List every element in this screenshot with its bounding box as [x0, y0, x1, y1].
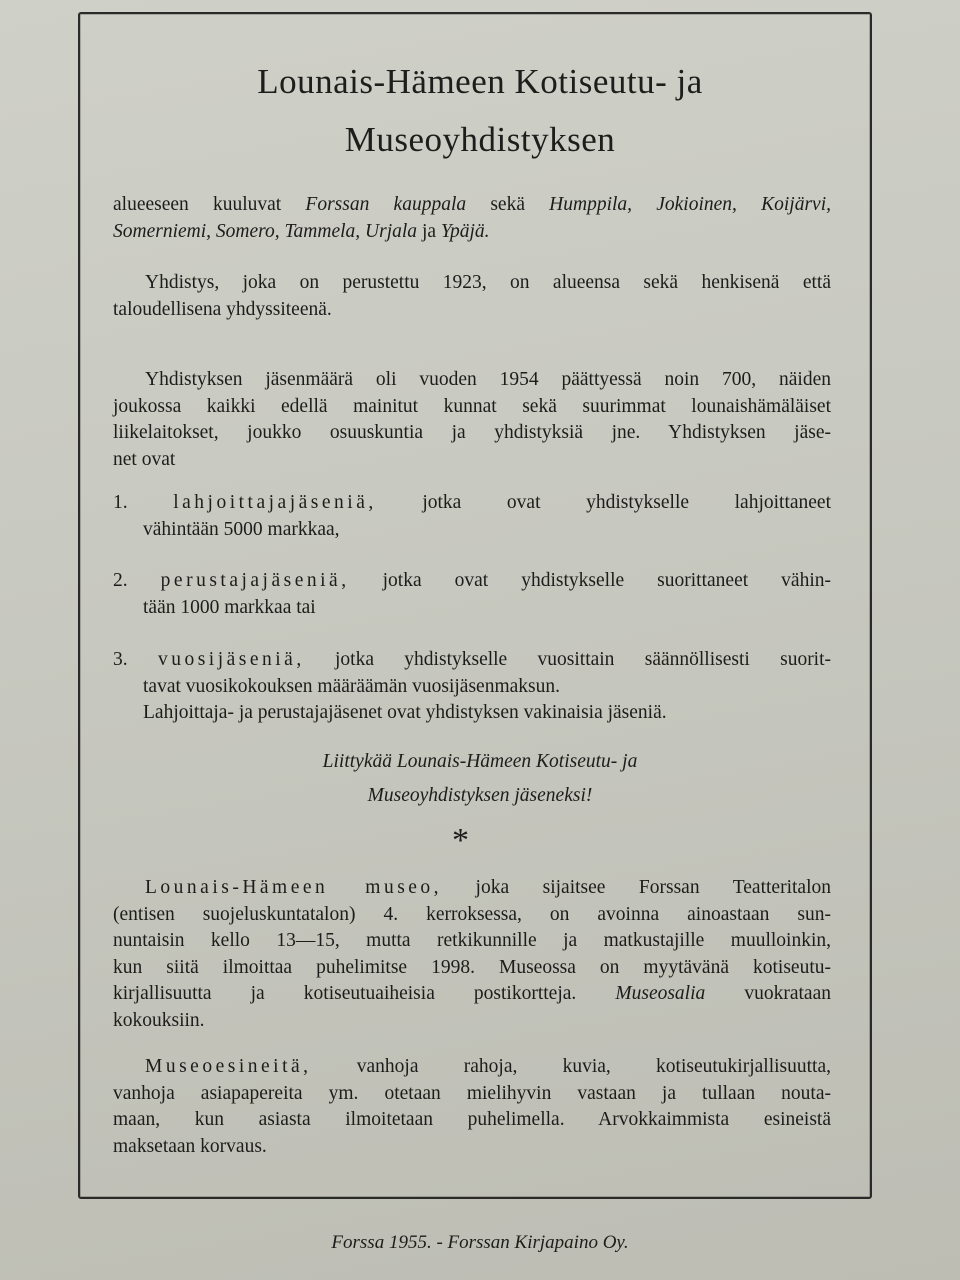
- text-line: [113, 394, 831, 421]
- printer-imprint: Forssa 1955. - Forssan Kirjapaino Oy.: [331, 1232, 629, 1253]
- text-line: [113, 875, 831, 902]
- text-segment: jotka yhdistykselle vuosittain säännöllisesti suorit-: [304, 649, 832, 670]
- text-segment: vanhoja rahoja, kuvia, kotiseutukirjallisuutta,: [311, 1056, 831, 1077]
- text-segment: Museosalia: [615, 983, 706, 1004]
- paragraph-founded: [113, 270, 831, 323]
- text-segment: vanhoja asiapapereita ym. otetaan mielihyvin vastaan ja tullaan nouta-: [113, 1082, 831, 1104]
- text-segment: 1.: [113, 492, 174, 513]
- text-segment: Yhdistys, joka on perustettu 1923, on alueensa sekä henkisenä että: [145, 272, 831, 293]
- text-line: [113, 447, 831, 474]
- text-segment: jotka ovat yhdistykselle suorittaneet vähin-: [349, 570, 832, 591]
- text-segment: kun siitä ilmoittaa puhelimitse 1998. Museossa on myytävänä kotiseutu-: [113, 956, 831, 978]
- text-segment: (entisen suojeluskuntatalon) 4. kerroksessa, on avoinna ainoastaan sun-: [113, 903, 831, 925]
- text-segment: kokouksiin.: [113, 1009, 205, 1031]
- text-segment: jotka ovat yhdistykselle lahjoittaneet: [376, 492, 831, 513]
- text-segment: ja: [417, 220, 441, 242]
- text-line: [113, 1054, 831, 1081]
- text-segment: nuntaisin kello 13—15, mutta retkikunnille ja matkustajille muulloinkin,: [113, 930, 831, 951]
- title-line-2: Museoyhdistyksen: [344, 120, 616, 159]
- text-segment: perustajajäseniä,: [160, 570, 350, 591]
- text-segment: lahjoittajajäseniä,: [173, 492, 377, 513]
- text-line: [113, 490, 831, 517]
- text-segment: vähintään 5000 markkaa,: [143, 518, 340, 540]
- text-line: [113, 1008, 831, 1035]
- member-type-2: [113, 568, 831, 621]
- text-line: [113, 270, 831, 297]
- text-segment: alueeseen kuuluvat: [113, 194, 306, 215]
- text-segment: kirjallisuutta ja kotiseutuaiheisia postikortteja.: [113, 983, 616, 1004]
- text-segment: joukossa kaikki edellä mainitut kunnat sekä suurimmat lounaishämäläiset: [113, 395, 831, 417]
- text-line: [113, 297, 831, 324]
- text-segment: joka sijaitsee Forssan Teatteritalon: [442, 877, 831, 898]
- paragraph-members: [113, 367, 831, 473]
- text-segment: liikelaitokset, joukko osuuskuntia ja yhdistyksiä jne. Yhdistyksen jäse-: [113, 422, 831, 443]
- text-line: [113, 1081, 831, 1108]
- text-segment: Lounais-Hämeen museo,: [145, 877, 443, 898]
- member-type-3: [113, 647, 831, 727]
- text-line: [113, 595, 831, 622]
- text-line: [113, 928, 831, 955]
- paragraph-area: [113, 192, 831, 245]
- call-to-action-line-2: Museoyhdistyksen jäseneksi!: [367, 785, 593, 806]
- text-segment: tavat vuosikokouksen määräämän vuosijäsenmaksun.: [143, 675, 560, 697]
- text-segment: net ovat: [113, 448, 176, 470]
- call-to-action-line-1: Liittykää Lounais-Hämeen Kotiseutu- ja: [322, 751, 638, 772]
- text-line: [113, 420, 831, 447]
- text-segment: 2.: [113, 570, 161, 591]
- asterisk-separator: *: [452, 822, 469, 859]
- text-line: [113, 192, 831, 219]
- text-line: [113, 981, 831, 1008]
- text-segment: Forssan kauppala: [305, 194, 467, 215]
- text-segment: tään 1000 markkaa tai: [143, 596, 316, 618]
- text-line: [113, 902, 831, 929]
- text-segment: taloudellisena yhdyssiteenä.: [113, 298, 332, 320]
- text-line: [113, 568, 831, 595]
- text-line: [113, 367, 831, 394]
- text-segment: Lahjoittaja- ja perustajajäsenet ovat yhdistyksen vakinaisia jäseniä.: [143, 702, 667, 723]
- text-line: [113, 700, 831, 727]
- text-segment: Somerniemi, Somero, Tammela, Urjala: [113, 220, 418, 242]
- text-segment: Ypäjä.: [440, 220, 490, 242]
- text-line: [113, 955, 831, 982]
- text-segment: Museoesineitä,: [145, 1056, 312, 1077]
- text-segment: vuosijäseniä,: [157, 649, 305, 670]
- text-line: [113, 1107, 831, 1134]
- text-segment: vuokrataan: [705, 983, 831, 1004]
- text-segment: sekä: [466, 194, 550, 215]
- text-line: [113, 674, 831, 701]
- text-line: [113, 517, 831, 544]
- member-type-1: [113, 490, 831, 543]
- text-segment: maan, kun asiasta ilmoitetaan puhelimella. Arvokkaimmista esineistä: [113, 1109, 831, 1130]
- text-segment: maksetaan korvaus.: [113, 1135, 267, 1157]
- text-line: [113, 219, 831, 246]
- text-segment: 3.: [113, 649, 158, 670]
- text-line: [113, 1134, 831, 1161]
- text-segment: Yhdistyksen jäsenmäärä oli vuoden 1954 päättyessä noin 700, näiden: [145, 369, 831, 390]
- text-segment: Humppila, Jokioinen, Koijärvi,: [549, 194, 831, 215]
- paragraph-museum-objects: [113, 1054, 831, 1160]
- paragraph-museum: [113, 875, 831, 1034]
- text-line: [113, 647, 831, 674]
- title-line-1: Lounais-Hämeen Kotiseutu- ja: [257, 62, 703, 101]
